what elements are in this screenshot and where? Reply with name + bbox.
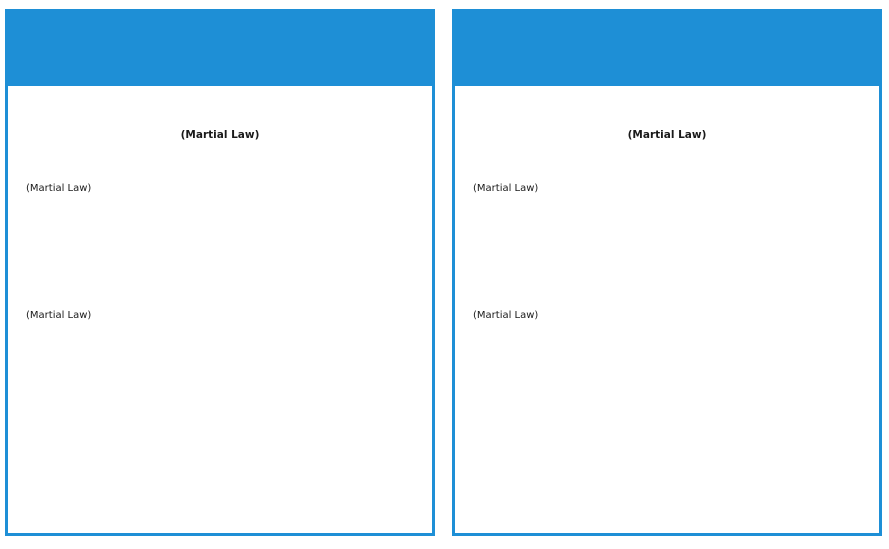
order-latin: (Martial Law) (180, 129, 260, 141)
list-marker (493, 229, 555, 244)
signatory-title-1 (688, 415, 861, 430)
list-item (493, 244, 861, 259)
notice-banner (455, 12, 879, 86)
list-item (493, 259, 861, 274)
signatory-name (688, 400, 861, 415)
list-marker (493, 274, 555, 289)
date-line-1 (473, 143, 861, 158)
list-item (46, 244, 414, 259)
date-line-1 (26, 143, 414, 158)
issuer-line-1 (26, 94, 414, 109)
notice-heading (26, 94, 414, 173)
order-number (26, 128, 414, 143)
list-marker (46, 229, 108, 244)
signatory-title-2 (688, 430, 861, 445)
paragraph-2-latin: (Martial Law) (473, 310, 539, 321)
list-item (493, 229, 861, 244)
list-item (493, 289, 861, 304)
list-item (493, 274, 861, 289)
signatory-title-1 (241, 415, 414, 430)
date-line-2 (26, 158, 414, 173)
list-item (46, 289, 414, 304)
issuer-line-2 (26, 109, 414, 124)
list-marker (46, 274, 108, 289)
signature-details (241, 400, 414, 460)
signature-lead (623, 373, 861, 388)
notice-banner (8, 12, 432, 86)
list-marker (46, 289, 108, 304)
notice-body (8, 86, 432, 533)
list-marker (493, 259, 555, 274)
notice-right (452, 9, 882, 536)
issuer-line-2 (473, 109, 861, 124)
list-marker (493, 244, 555, 259)
notice-heading (473, 94, 861, 173)
list-marker (46, 259, 108, 274)
signature-lead (176, 373, 414, 388)
list-item (46, 259, 414, 274)
date-line-2 (473, 158, 861, 173)
paragraph-2 (26, 308, 414, 353)
order-latin: (Martial Law) (627, 129, 707, 141)
signatory-name (241, 400, 414, 415)
notice-left (5, 9, 435, 536)
list-marker (46, 244, 108, 259)
paragraph-2 (473, 308, 861, 353)
signature-details (688, 400, 861, 460)
township-list (493, 229, 861, 304)
list-item (46, 274, 414, 289)
paragraph-1-latin: (Martial Law) (473, 183, 539, 194)
paragraph-1 (473, 181, 861, 226)
paragraph-1-latin: (Martial Law) (26, 183, 92, 194)
township-list (46, 229, 414, 304)
signatory-title-3 (666, 445, 861, 460)
signatory-title-2 (241, 430, 414, 445)
signature-block (26, 373, 414, 460)
paragraph-2-latin: (Martial Law) (26, 310, 92, 321)
paragraph-1 (26, 181, 414, 226)
notice-body (455, 86, 879, 533)
signature-block (473, 373, 861, 460)
issuer-line-1 (473, 94, 861, 109)
signatory-title-3 (219, 445, 414, 460)
list-marker (493, 289, 555, 304)
order-number (473, 128, 861, 143)
list-item (46, 229, 414, 244)
